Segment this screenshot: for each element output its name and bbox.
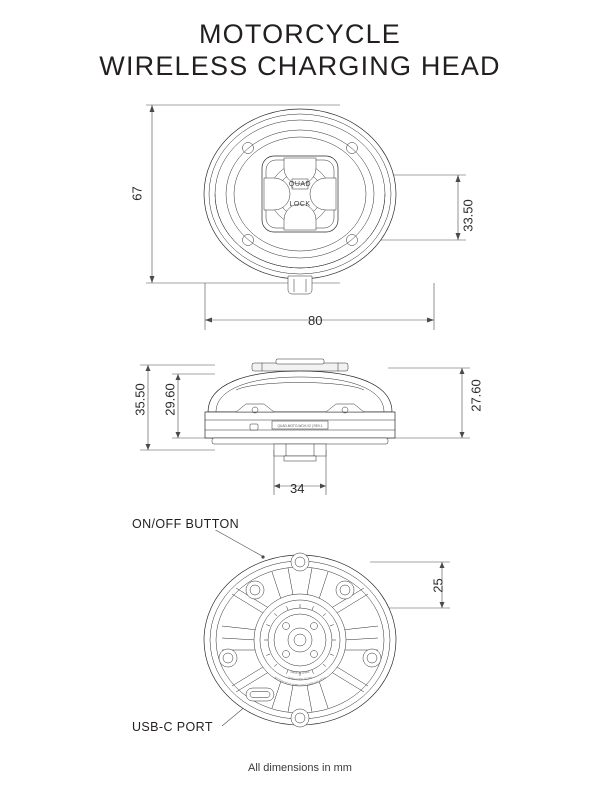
front-view-drawing: [0, 80, 600, 340]
dim-offset-25: 25: [430, 578, 446, 593]
front-brand-top: QUAD: [288, 181, 312, 188]
footnote: All dimensions in mm: [248, 762, 352, 774]
dim-inner-33-50: 33.50: [460, 199, 476, 232]
side-label-strip: QUAD-MOTO-WCH-V2 | REV.1: [277, 424, 323, 428]
side-view-body: [205, 359, 395, 461]
rear-view-drawing: [0, 530, 600, 760]
rear-ring-text-1: MADE IN CHINA: [290, 670, 310, 676]
front-view-body: [204, 109, 396, 294]
rear-view-body: [204, 553, 396, 727]
title-line-2: WIRELESS CHARGING HEAD: [99, 51, 501, 81]
dim-width-80: 80: [308, 313, 323, 328]
dim-depth-29-60: 29.60: [162, 383, 178, 416]
callout-usb-c-port: USB-C PORT: [132, 720, 213, 734]
rear-ring-text-3: MOTORCYCLE WIRELESS CHARGING HEAD: [273, 676, 327, 688]
dim-depth-27-60: 27.60: [468, 379, 484, 412]
callout-on-off-button: ON/OFF BUTTON: [132, 517, 240, 531]
on-off-button-shape[interactable]: [291, 553, 309, 571]
title-line-1: MOTORCYCLE: [198, 19, 402, 49]
page-title: [0, 18, 600, 82]
front-brand-bottom: LOCK: [289, 201, 311, 208]
dim-height-67: 67: [129, 186, 145, 201]
dim-depth-35-50: 35.50: [132, 383, 148, 416]
dim-base-34: 34: [290, 481, 305, 496]
rear-ring-text-2: QUAD LOCK 12V/2A: [287, 676, 313, 682]
